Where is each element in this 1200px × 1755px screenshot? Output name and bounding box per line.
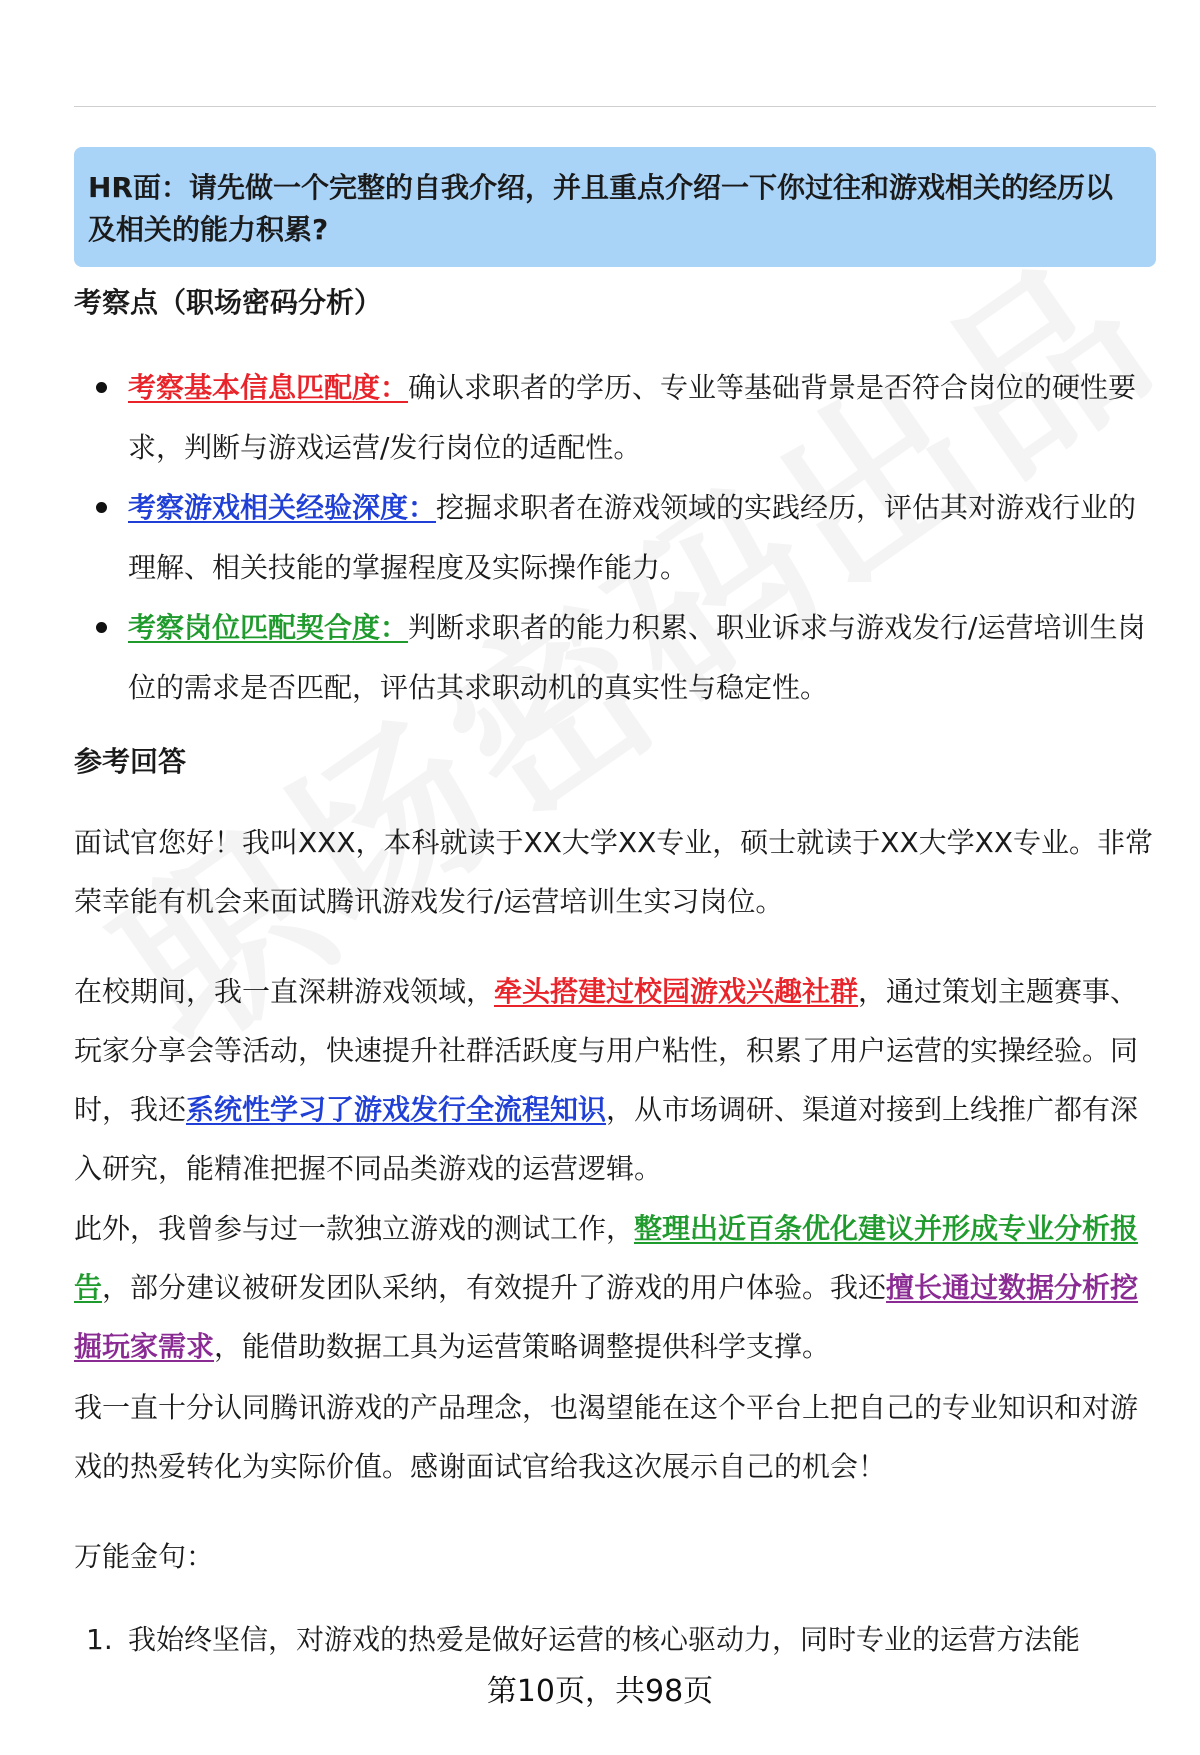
focus-heading: 考察点（职场密码分析） — [74, 286, 383, 319]
golden-item-text: 我始终坚信，对游戏的热爱是做好运营的核心驱动力，同时专业的运营方法能 — [128, 1623, 1081, 1656]
answer-paragraph-4: 我一直十分认同腾讯游戏的产品理念，也渴望能在这个平台上把自己的专业知识和对游戏的热爱转化为实际价值。感谢面试官给我这次展示自己的机会！ — [74, 1391, 1139, 1483]
focus-points-list — [74, 358, 1164, 718]
highlight-text: 擅长通过数据分析挖掘玩家需求 — [74, 1271, 1139, 1363]
bullet-dot — [96, 382, 107, 393]
answer-heading: 参考回答 — [74, 745, 187, 778]
answer-paragraph-3 — [74, 1199, 1164, 1376]
focus-point-label: 考察岗位匹配契合度： — [128, 611, 409, 644]
text-run: 此外，我曾参与过一款独立游戏的测试工作， — [74, 1212, 635, 1245]
bullet-dot — [96, 502, 107, 513]
golden-item-number: 1. — [86, 1623, 113, 1656]
question-box: HR面：请先做一个完整的自我介绍，并且重点介绍一下你过往和游戏相关的经历以及相关的能力积累? — [74, 147, 1156, 267]
highlight-text: 系统性学习了游戏发行全流程知识 — [186, 1093, 607, 1126]
focus-point-text: 判断求职者的能力积累、职业诉求与游戏发行/运营培训生岗位的需求是否匹配，评估其求职动机的真实性与稳定性。 — [128, 611, 1146, 704]
highlight-text: 牵头搭建过校园游戏兴趣社群 — [494, 975, 859, 1008]
focus-point — [74, 358, 1164, 478]
highlight-text: 整理出近百条优化建议并形成专业分析报告 — [74, 1212, 1139, 1304]
golden-heading: 万能金句： — [74, 1540, 215, 1573]
golden-list — [74, 1610, 1164, 1670]
answer-paragraph-1: 面试官您好！我叫XXX，本科就读于XX大学XX专业，硕士就读于XX大学XX专业。非常荣幸能有机会来面试腾讯游戏发行/运营培训生实习岗位。 — [74, 826, 1154, 918]
golden-item — [74, 1610, 1164, 1670]
text-run: ，从市场调研、渠道对接到上线推广都有深入研究，能精准把握不同品类游戏的运营逻辑。 — [74, 1093, 1139, 1185]
page-number: 第10页，共98页 — [486, 1674, 714, 1709]
focus-point-label: 考察游戏相关经验深度： — [128, 491, 437, 524]
focus-point — [74, 478, 1164, 598]
text-run: ，部分建议被研发团队采纳，有效提升了游戏的用户体验。我还 — [102, 1271, 887, 1304]
text-run: 在校期间，我一直深耕游戏领域， — [74, 975, 495, 1008]
focus-point-text: 确认求职者的学历、专业等基础背景是否符合岗位的硬性要求，判断与游戏运营/发行岗位的适配性。 — [128, 371, 1137, 464]
top-divider — [74, 106, 1156, 107]
text-run: ，通过策划主题赛事、玩家分享会等活动，快速提升社群活跃度与用户粘性，积累了用户运营的实操经验。同时，我还 — [74, 975, 1139, 1126]
text-run: ，能借助数据工具为运营策略调整提供科学支撑。 — [214, 1330, 831, 1363]
bullet-dot — [96, 622, 107, 633]
focus-point — [74, 598, 1164, 718]
answer-paragraph-2 — [74, 962, 1164, 1198]
focus-point-label: 考察基本信息匹配度： — [128, 371, 409, 404]
focus-point-text: 挖掘求职者在游戏领域的实践经历，评估其对游戏行业的理解、相关技能的掌握程度及实际操作能力。 — [128, 491, 1137, 584]
